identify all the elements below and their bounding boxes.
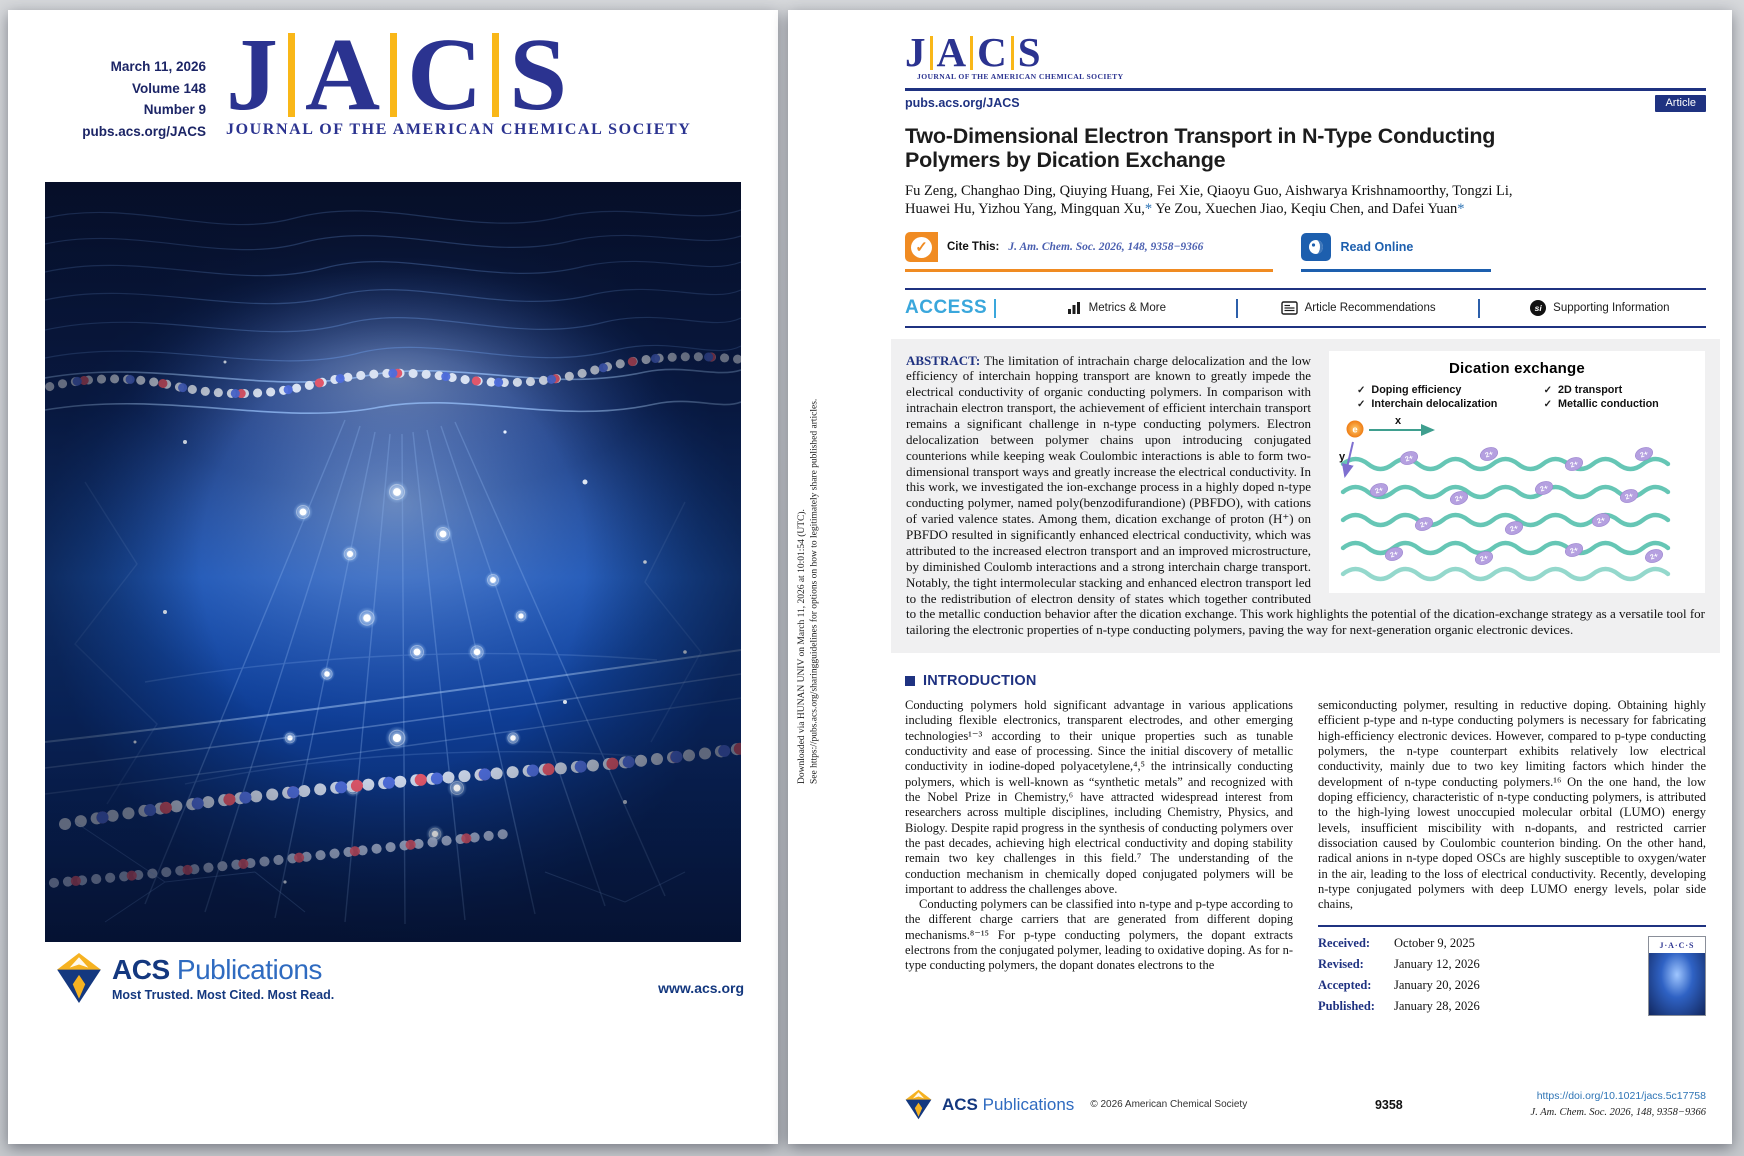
intro-column-right [1318,698,1706,1016]
dication-label: 2+ [1454,493,1465,504]
abstract-section [891,339,1720,653]
vertical-separator [1478,299,1480,318]
accepted-label: Accepted: [1318,977,1372,992]
cover-artwork [45,182,741,942]
graphical-abstract [1329,351,1705,593]
publications-word: Publications [176,954,322,985]
check-icon: ✓ [1357,384,1366,396]
bar-chart-icon [1067,301,1082,315]
dication-label: 2+ [1389,549,1400,560]
authors-line2: Huawei Hu, Yizhou Yang, Mingquan Xu, [905,201,1145,218]
footer-citation: J. Am. Chem. Soc. 2026, 148, 9358−9366 [1530,1106,1706,1118]
jacs-logo [226,17,692,139]
logo-gold-bar [492,33,499,117]
cover-site-link[interactable]: pubs.acs.org/JACS [82,123,206,139]
acs-tagline: Most Trusted. Most Cited. Most Read. [112,988,335,1002]
access-divider-bottom [905,326,1706,327]
acs-publications-wordmark [112,954,334,986]
logo-gold-bar [288,33,295,117]
check-icon: ✓ [1543,398,1552,410]
cite-reference-link[interactable]: J. Am. Chem. Soc. 2026, 148, 9358−9366 [1008,241,1204,254]
check-item: ✓ Interchain delocalization [1357,397,1498,410]
read-online-button[interactable] [1301,232,1491,272]
acs-publications-brand [56,952,334,1004]
metrics-link[interactable]: Metrics & More [1010,301,1222,315]
check-icon: ✓ [1357,398,1366,410]
access-link[interactable]: ACCESS [905,297,996,319]
logo-letter-a: A [305,17,381,132]
logo-gold-bar [970,36,973,70]
dication-label: 2+ [1596,515,1607,526]
corresponding-author-star[interactable]: * [1144,201,1153,218]
cover-volume: Volume 148 [131,80,206,96]
article-title [905,124,1706,173]
thumbnail-image [1649,953,1705,1015]
abstract-label: ABSTRACT: [906,352,981,368]
authors-line2b: Ye Zou, Xuechen Jiao, Keqiu Chen, and Dafei Yuan [1152,201,1458,218]
logo-gold-bar [930,36,933,70]
jacs-logo-small [905,29,1706,81]
acs-publications-brand [905,1089,1074,1120]
download-notice-line2: See https://pubs.acs.org/sharingguidelines for options on how to legitimately share published articles. [809,398,820,784]
received-date: October 9, 2025 [1394,936,1475,951]
thumbnail-logo: J·A·C·S [1659,940,1695,950]
si-icon: si [1530,300,1546,316]
check-item: ✓ 2D transport [1543,383,1623,396]
article-title-line2: Polymers by Dication Exchange [905,148,1226,173]
introduction-heading: INTRODUCTION [905,673,1706,689]
read-online-label: Read Online [1340,240,1414,255]
acs-url-link[interactable]: www.acs.org [658,980,744,996]
dication-label: 2+ [1569,545,1580,556]
logo-letter-c: C [977,29,1007,76]
header-divider [905,88,1706,91]
cite-this-box[interactable] [905,232,1273,272]
received-label: Received: [1318,936,1371,951]
intro-paragraph-3: semiconducting polymer, resulting in reductive doping. Obtaining highly efficient p-type and n-type conducting polymers is necessary for fabricating high-efficiency electronic devices. However, compared to p-type conducting polymers, the n-type counterpart exhibits relatively low electrical conductivity, mainly due to two key limiting factors which hinder the development of n-type conducting polymers.¹⁶ On the one hand, the low doping efficiency, characteristic of n-type conducting polymers, is attributed to the high-lying lowest unoccupied molecular orbital (LUMO) energy levels, insufficient miscibility with n-dopants, and restricted carrier dissociation caused by Coulombic counterion binding. On the other hand, radical anions in n-type doped OSCs are highly susceptible to oxygen/water in the air, leading to the loss of electrical conductivity. Recently, developing n-type conjugated polymers with deep LUMO energy levels, polar side chains, [1318,698,1706,912]
cite-check-icon: ✓ [905,232,938,262]
logo-gold-bar [390,33,397,117]
acs-publications-wordmark: ACS Publications [942,1094,1075,1114]
cover-number: Number 9 [143,102,206,118]
copyright-notice: © 2026 American Chemical Society [1090,1099,1248,1110]
dication-label: 2+ [1404,453,1415,464]
article-page [788,10,1732,1144]
revised-date: January 12, 2026 [1394,957,1480,972]
logo-gold-bar [1011,36,1014,70]
journal-cover-thumbnail [1648,936,1706,1016]
dication-label: 2+ [1484,449,1495,460]
logo-letter-s: S [509,17,568,132]
graphic-checklist [1357,384,1695,410]
logo-letter-c: C [407,17,483,132]
acs-word: ACS [112,954,170,985]
check-item: ✓ Metallic conduction [1543,397,1659,410]
vertical-separator [1236,299,1238,318]
download-notice-line1: Downloaded via HUNAN UNIV on March 11, 2026 at 10:01:54 (UTC). [797,509,807,784]
section-square-icon [905,676,915,686]
supporting-info-link[interactable]: si Supporting Information [1494,300,1706,316]
x-axis-label: x [1395,414,1402,427]
dication-label: 2+ [1419,519,1430,530]
logo-letter-a: A [936,29,967,76]
acs-diamond-icon [905,1089,932,1120]
cite-label: Cite This: [947,241,1000,254]
dication-label: 2+ [1624,491,1635,502]
electron-label: e [1352,424,1358,436]
check-item: ✓ Doping efficiency [1357,383,1462,396]
author-list [905,182,1706,219]
article-title-line1: Two-Dimensional Electron Transport in N-Type Conducting [905,123,1496,148]
y-axis-label: y [1339,450,1346,463]
access-bar [905,290,1706,326]
pubs-site-link[interactable]: pubs.acs.org/JACS [905,96,1020,110]
dication-label: 2+ [1649,551,1660,562]
abstract-body-full: attributed to the increased electron transport and an improved microstructure, by diminished Coulomb interactions and a strong interchain charge transport. Notably, the tight intermolecular stacking and enhanced electron transport led to the redistribution of electron density of states which together contributed to the metallic conduction behavior after the dication exchange. This work highlights the potential of the dication-exchange strategy as a versatile tool for tailoring the electronic properties of n-type conducting polymers, paving the way for next-generation organic electronic devices. [906,542,1705,638]
corresponding-author-star[interactable]: * [1457,201,1465,218]
page-number: 9358 [1374,1097,1403,1112]
dication-label: 2+ [1509,523,1520,534]
dication-label: 2+ [1374,485,1385,496]
page-footer [905,1089,1706,1120]
article-type-badge: Article [1655,95,1706,112]
dication-label: 2+ [1479,553,1490,564]
dication-label: 2+ [1539,483,1550,494]
accepted-date: January 20, 2026 [1394,977,1480,992]
logo-letter-s: S [1017,29,1041,76]
globe-icon [1301,233,1331,261]
access-bar-mark [994,299,996,318]
cover-page [8,10,778,1144]
graphic-title: Dication exchange [1449,359,1585,377]
revised-label: Revised: [1318,957,1364,972]
published-label: Published: [1318,998,1375,1013]
abstract-body-left: The limitation of intrachain charge delocalization and the low efficiency of interchain hopping transport are known to greatly impede the electrical conductivity of organic conducting polymers. In comparison with intrachain electron transport, the achievement of efficient interchain transport remains a significant challenge in n-type conducting polymers. Electron delocalization between polymer chains upon introducing conjugated counterions while keeping weak Coulombic interactions is able to form two-dimensional transport ways and greatly increase the electrical conductivity. In this work, we investigated the ion-exchange process in a highly doped n-type conducting polymer, named poly(benzodifurandione) (PBFDO), with cations of varied valence states. Among them, dication exchange of proton (H⁺) on PBFDO resulted in significantly enhanced electrical conductivity, which was [906,352,1311,543]
article-history [1318,925,1706,1016]
logo-letter-j: J [905,29,926,76]
logo-letter-j: J [226,17,278,132]
document-icon [1281,301,1298,315]
cover-date: March 11, 2026 [110,59,206,74]
dication-label: 2+ [1569,459,1580,470]
dication-label: 2+ [1639,449,1650,460]
intro-paragraph-2: Conducting polymers can be classified into n-type and p-type according to the different charge carriers that are generated from different doping mechanisms.⁸⁻¹⁵ For p-type conducting polymers, the dopant extracts electrons from the conjugated polymer, leading to oxidative doping. As for n-type conducting polymers, the dopant donates electrons to the [905,897,1293,973]
intro-column-left [905,698,1293,1016]
doi-link[interactable]: https://doi.org/10.1021/jacs.5c17758 [1536,1090,1706,1103]
journal-tagline: JOURNAL OF THE AMERICAN CHEMICAL SOCIETY [226,121,692,139]
acs-diamond-icon [56,952,102,1004]
journal-tagline: JOURNAL OF THE AMERICAN CHEMICAL SOCIETY [917,72,1124,81]
recommendations-link[interactable]: Article Recommendations [1252,301,1464,315]
cover-issue-info [38,56,206,142]
check-icon: ✓ [1543,384,1552,396]
authors-line1: Fu Zeng, Changhao Ding, Qiuying Huang, Fei Xie, Qiaoyu Guo, Aishwarya Krishnamoorthy, Tongzi Li, [905,182,1513,199]
intro-paragraph-1: Conducting polymers hold significant advantage in various applications including flexible electronics, transparent electrodes, and other emerging technologies¹⁻³ according to their unique properties such as tunable conductivity and ease of processing. Since the initial discovery of metallic conductivity in iodine-doped polyacetylene,⁴,⁵ the intrinsically conducting polymers, which is well-known as “synthetic metals” and recognized with the Nobel Prize in Chemistry,⁶ have attracted widespread interest from researchers across multiple disciplines, including Chemistry, Physics, and Biology. Despite rapid progress in the synthesis of conducting polymers over the past decades, achieving high electrical conductivity and doping stability remain two key challenges in this field.⁷ The understanding of the conduction mechanism in chemically doped conjugated polymers will be important to address the challenges above. [905,698,1293,896]
polymer-chain-diagram [1339,412,1673,582]
published-date: January 28, 2026 [1394,998,1480,1013]
